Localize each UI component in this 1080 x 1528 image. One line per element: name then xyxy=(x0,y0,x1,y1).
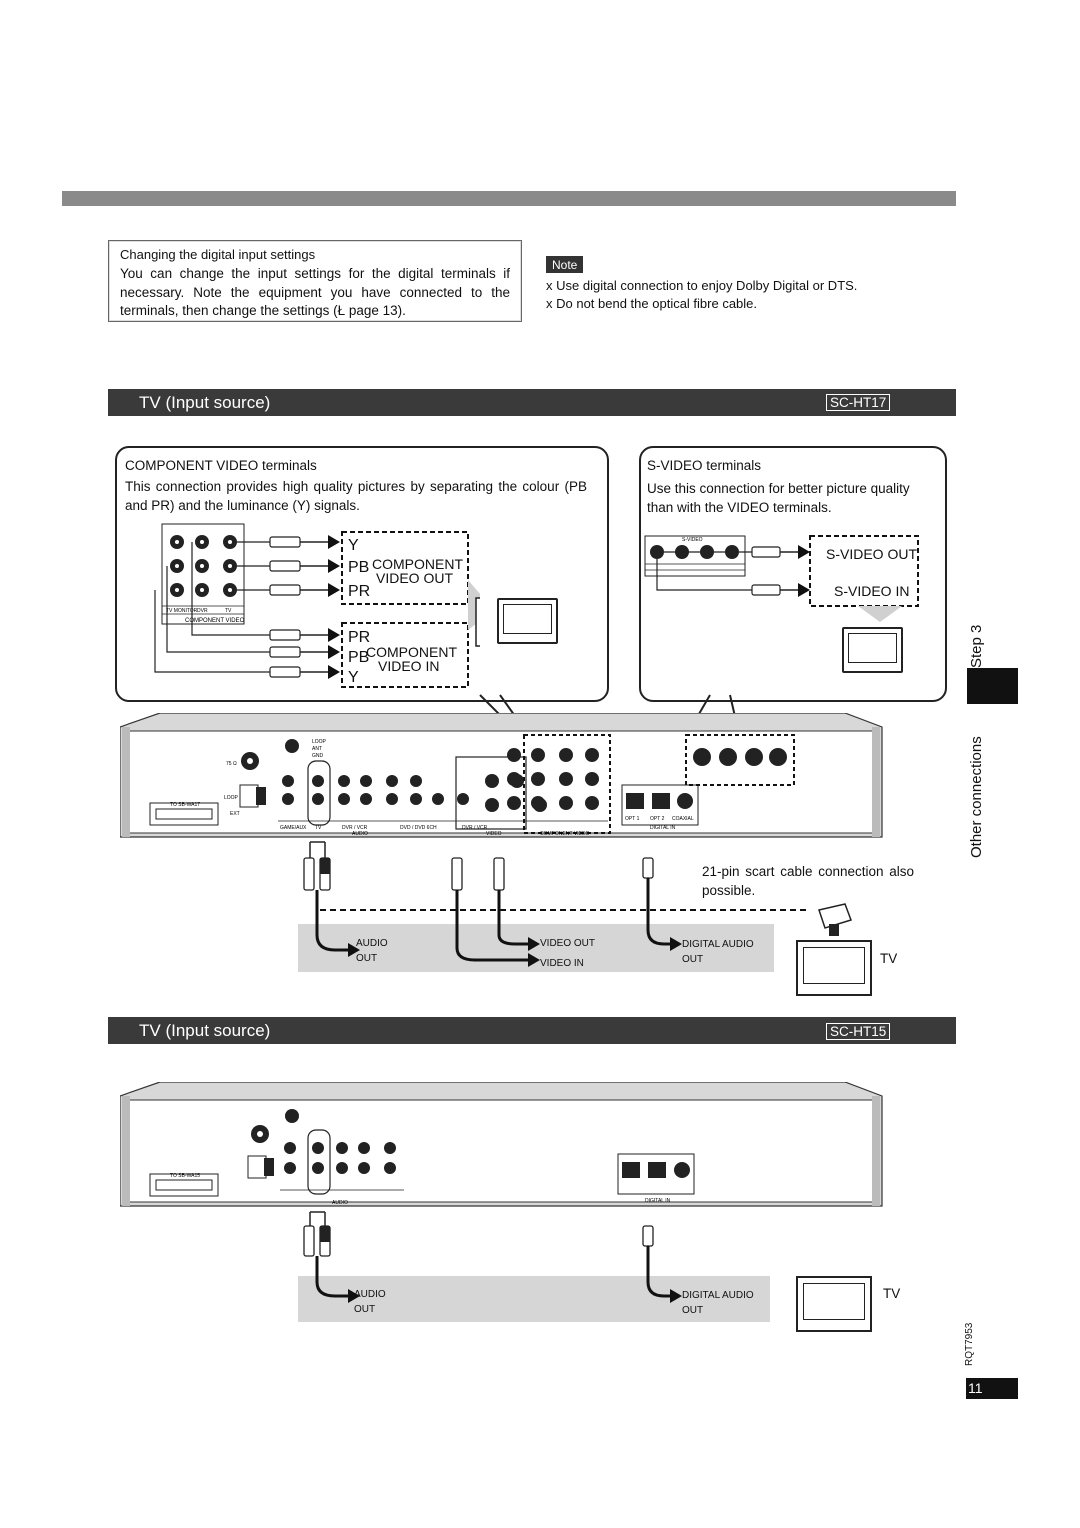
section-title-2: TV (Input source) xyxy=(139,1021,271,1040)
section-bar-ht17 xyxy=(108,389,956,416)
svg-text:S-VIDEO OUT: S-VIDEO OUT xyxy=(826,546,918,562)
svg-text:OPT 2: OPT 2 xyxy=(650,816,665,822)
info-box-body: You can change the input settings for the digital terminals if necessary. Note the equipment you have connected to the terminals, then change the settings (Ł page 13). xyxy=(120,266,510,318)
info-box-title: Changing the digital input settings xyxy=(120,247,316,262)
svg-text:DVR / VCR: DVR / VCR xyxy=(462,825,488,831)
tv-icon-1 xyxy=(796,940,872,996)
tv-label-1: TV xyxy=(880,951,898,966)
svg-text:GAME/AUX: GAME/AUX xyxy=(280,825,307,831)
tv-icon-2 xyxy=(796,1276,872,1332)
section-title: TV (Input source) xyxy=(139,393,271,412)
tv-video-out: VIDEO OUT xyxy=(540,938,596,949)
tv-label-2: TV xyxy=(883,1286,901,1301)
tv2-digital-out-1: DIGITAL AUDIO xyxy=(682,1290,754,1301)
section-bar-ht15 xyxy=(108,1017,956,1044)
svg-text:Y: Y xyxy=(348,669,359,686)
note-item-1: x Use digital connection to enjoy Dolby Digital or DTS. xyxy=(546,278,858,293)
sidebar-other-connections: Other connections xyxy=(968,736,985,858)
tv2-audio-out-1: AUDIO xyxy=(354,1289,386,1300)
step-tab xyxy=(967,668,1018,704)
svg-text:VIDEO OUT: VIDEO OUT xyxy=(376,570,454,586)
component-title: COMPONENT VIDEO terminals xyxy=(125,458,317,473)
svg-text:OPT 1: OPT 1 xyxy=(625,816,640,822)
model-badge-2: SC-HT15 xyxy=(826,1023,890,1040)
svg-text:PR: PR xyxy=(348,629,371,646)
svg-text:LOOP: LOOP xyxy=(312,739,326,745)
svg-text:DIGITAL IN: DIGITAL IN xyxy=(645,1198,671,1204)
svg-text:DVR: DVR xyxy=(197,608,208,614)
svg-text:COAXIAL: COAXIAL xyxy=(672,816,694,822)
svg-text:Y: Y xyxy=(348,537,359,554)
note-badge: Note xyxy=(546,256,583,273)
svg-text:PB: PB xyxy=(348,559,370,576)
svg-text:VIDEO: VIDEO xyxy=(486,831,502,837)
svg-text:COMPONENT VIDEO: COMPONENT VIDEO xyxy=(540,831,590,837)
svg-text:DVD / DVD 6CH: DVD / DVD 6CH xyxy=(400,825,437,831)
scart-plug-icon xyxy=(815,902,855,938)
svg-text:COMPONENT: COMPONENT xyxy=(366,644,457,660)
sidebar-step: Step 3 xyxy=(968,624,985,668)
svg-text:VIDEO IN: VIDEO IN xyxy=(378,658,440,674)
svg-text:75 Ω: 75 Ω xyxy=(226,761,237,767)
svg-text:TV: TV xyxy=(315,825,322,831)
svg-text:COMPONENT: COMPONENT xyxy=(372,556,463,572)
tv-icon-component xyxy=(497,598,558,644)
svg-text:TO SB-WA15: TO SB-WA15 xyxy=(170,1173,201,1179)
svg-text:AUDIO: AUDIO xyxy=(332,1200,348,1206)
svg-text:LOOP: LOOP xyxy=(224,795,238,801)
svg-text:TV MONITOR: TV MONITOR xyxy=(166,608,198,614)
svideo-title: S-VIDEO terminals xyxy=(647,458,762,473)
svg-text:ANT: ANT xyxy=(312,746,322,752)
svg-text:S-VIDEO: S-VIDEO xyxy=(682,537,703,543)
tv-audio-out-2: OUT xyxy=(356,953,378,964)
scart-note: 21-pin scart cable connection also possible. xyxy=(702,864,914,898)
tv-video-in: VIDEO IN xyxy=(540,958,584,969)
rear-panel-ht17 xyxy=(120,713,885,843)
tv2-audio-out-2: OUT xyxy=(354,1304,376,1315)
tv-digital-out-2: OUT xyxy=(682,954,704,965)
panel-bottom-label: COMPONENT VIDEO xyxy=(185,618,245,624)
tv-icon-svideo xyxy=(842,627,903,673)
component-diagram xyxy=(130,520,480,690)
svg-text:AUDIO: AUDIO xyxy=(352,831,368,837)
svg-text:PR: PR xyxy=(348,583,371,600)
svg-text:DVR / VCR: DVR / VCR xyxy=(342,825,368,831)
model-badge: SC-HT17 xyxy=(826,394,890,411)
tv-digital-out-1: DIGITAL AUDIO xyxy=(682,939,754,950)
svideo-body: Use this connection for better picture quality than with the VIDEO terminals. xyxy=(647,481,910,515)
page-number: 11 xyxy=(966,1378,1018,1399)
rear-panel-ht15 xyxy=(120,1082,885,1212)
header-bar xyxy=(62,191,956,206)
digital-input-settings-box xyxy=(108,240,522,322)
svg-text:EXT: EXT xyxy=(230,811,240,817)
doc-code: RQT7953 xyxy=(964,1322,975,1366)
svg-text:TO SB-WA17: TO SB-WA17 xyxy=(170,802,201,808)
svg-text:S-VIDEO IN: S-VIDEO IN xyxy=(834,583,910,599)
svg-text:PB: PB xyxy=(348,649,370,666)
note-item-2: x Do not bend the optical fibre cable. xyxy=(546,296,758,311)
svg-text:GND: GND xyxy=(312,753,324,759)
svg-text:TV: TV xyxy=(225,608,232,614)
tv-audio-out-1: AUDIO xyxy=(356,938,388,949)
tv2-digital-out-2: OUT xyxy=(682,1305,704,1316)
component-body: This connection provides high quality pictures by separating the colour (PB and PR) and the luminance (Y) signals. xyxy=(125,479,587,513)
svg-text:DIGITAL IN: DIGITAL IN xyxy=(650,825,676,831)
